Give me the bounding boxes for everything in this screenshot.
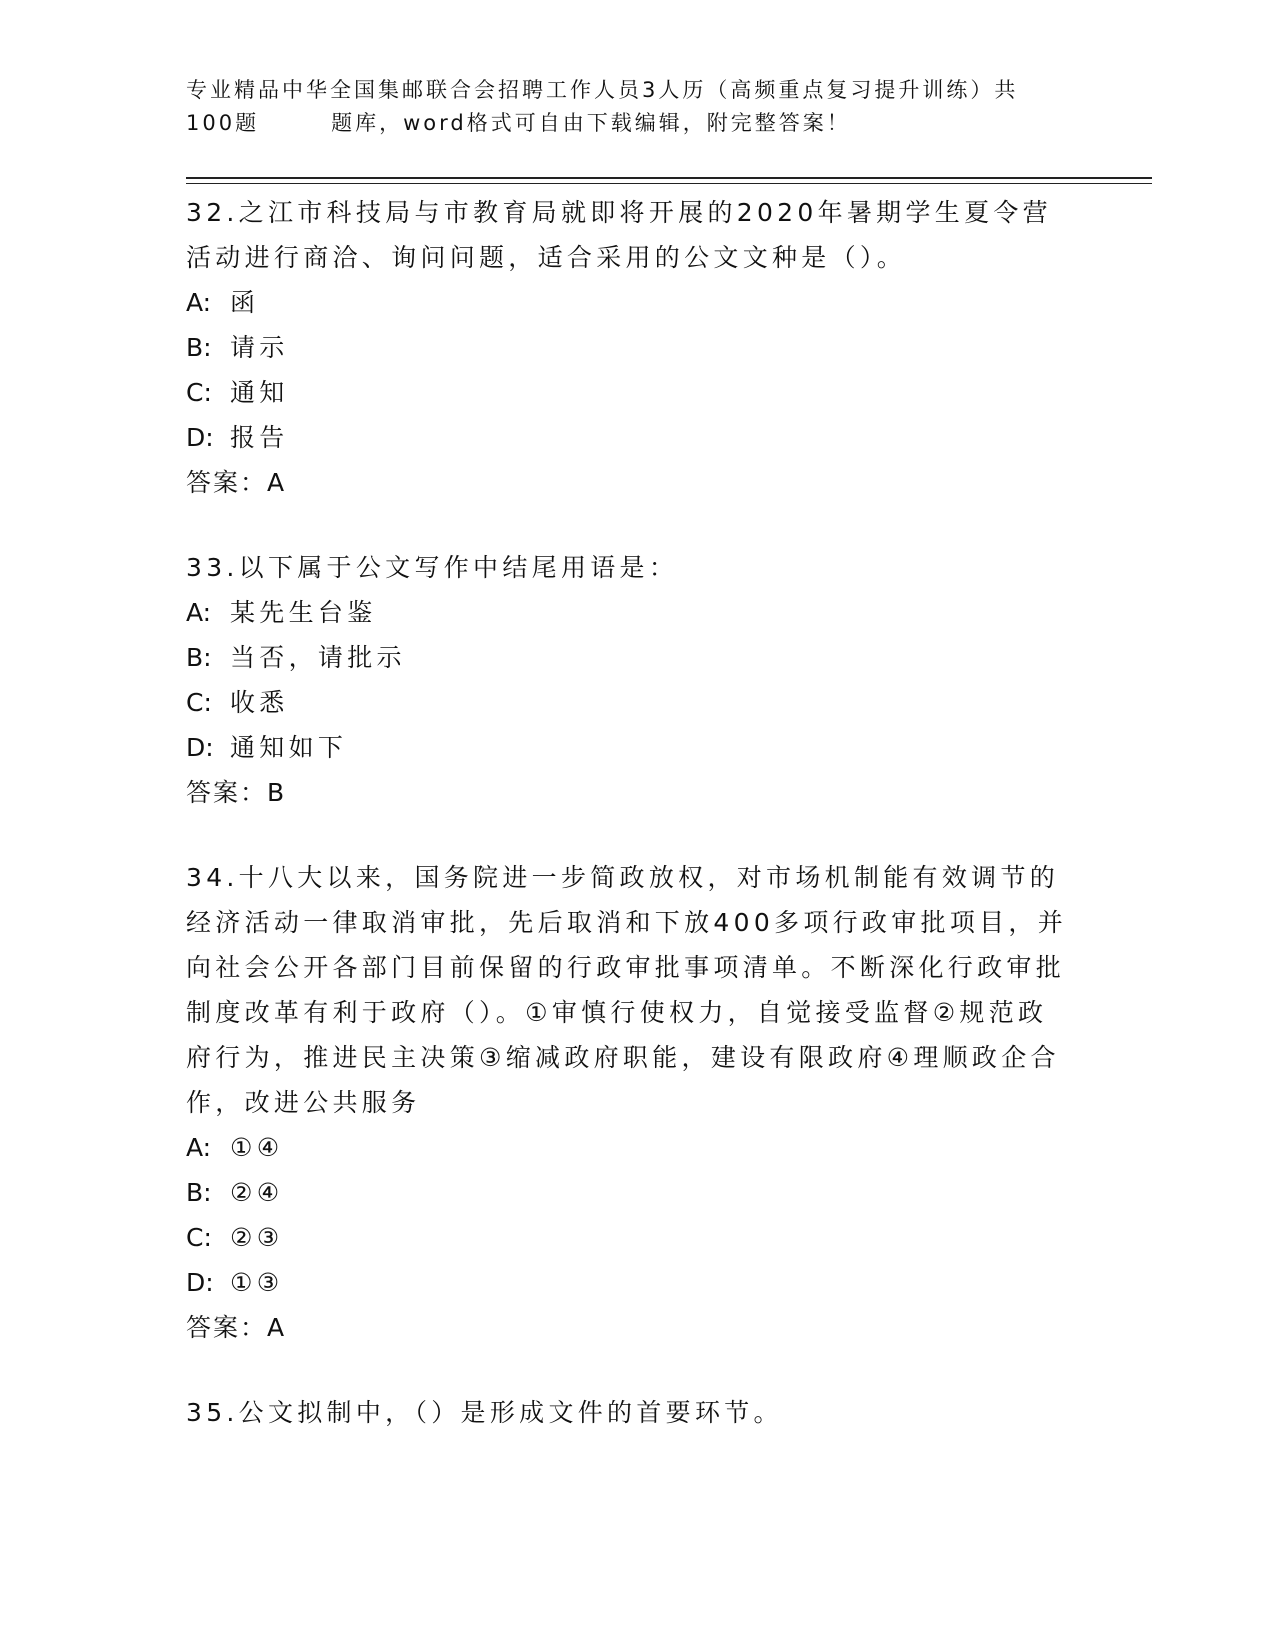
option-text: 收悉 — [230, 688, 289, 717]
option-d — [186, 1260, 1076, 1305]
question-32 — [186, 190, 1076, 505]
question-35 — [186, 1390, 1076, 1435]
option-text: 通知 — [230, 378, 289, 407]
option-key: A: — [186, 288, 212, 317]
option-key: D: — [186, 423, 214, 452]
option-text: ②④ — [230, 1178, 284, 1207]
option-b — [186, 635, 1076, 680]
option-key: C: — [186, 688, 212, 717]
header-divider-thin — [186, 183, 1152, 184]
option-d — [186, 415, 1076, 460]
option-text: 请示 — [230, 333, 289, 362]
answer: 答案：A — [186, 468, 287, 497]
question-list — [186, 190, 1076, 1475]
document-header — [186, 74, 1066, 140]
option-key: A: — [186, 1133, 212, 1162]
header-count: 100题 — [186, 111, 260, 135]
option-text: 某先生台鉴 — [230, 598, 377, 627]
option-text: 函 — [230, 288, 260, 317]
option-b — [186, 325, 1076, 370]
option-c — [186, 370, 1076, 415]
option-key: B: — [186, 1178, 212, 1207]
option-text: ②③ — [230, 1223, 284, 1252]
answer: 答案：B — [186, 778, 287, 807]
option-key: D: — [186, 1268, 214, 1297]
question-text: 32.之江市科技局与市教育局就即将开展的2020年暑期学生夏令营活动进行商洽、询问问题，适合采用的公文文种是（）。 — [186, 198, 1052, 272]
option-key: B: — [186, 333, 212, 362]
option-d — [186, 725, 1076, 770]
option-c — [186, 1215, 1076, 1260]
answer: 答案：A — [186, 1313, 287, 1342]
question-text: 33.以下属于公文写作中结尾用语是： — [186, 553, 679, 582]
question-33 — [186, 545, 1076, 815]
option-b — [186, 1170, 1076, 1215]
header-line-1: 专业精品中华全国集邮联合会招聘工作人员3人历（高频重点复习提升训练）共 — [186, 78, 1019, 102]
question-34 — [186, 855, 1076, 1350]
header-divider-thick — [186, 177, 1152, 179]
option-text: ①④ — [230, 1133, 284, 1162]
option-text: ①③ — [230, 1268, 284, 1297]
option-a — [186, 280, 1076, 325]
header-note: 题库，word格式可自由下载编辑，附完整答案！ — [331, 111, 851, 135]
option-key: B: — [186, 643, 212, 672]
option-text: 通知如下 — [230, 733, 348, 762]
option-text: 报告 — [230, 423, 289, 452]
header-line-2 — [186, 107, 1066, 140]
option-a — [186, 590, 1076, 635]
option-key: C: — [186, 378, 212, 407]
option-a — [186, 1125, 1076, 1170]
option-text: 当否，请批示 — [230, 643, 406, 672]
question-text: 35.公文拟制中，（）是形成文件的首要环节。 — [186, 1398, 783, 1427]
question-text: 34.十八大以来，国务院进一步简政放权，对市场机制能有效调节的经济活动一律取消审批，先后取消和下放400多项行政审批项目，并向社会公开各部门目前保留的行政审批事项清单。不断深化行政审批制度改革有利于政府（）。①审慎行使权力，自觉接受监督②规范政府行为，推进民主决策③缩减政府职能，建设有限政府④理顺政企合作，改进公共服务 — [186, 863, 1068, 1117]
option-key: A: — [186, 598, 212, 627]
option-c — [186, 680, 1076, 725]
option-key: D: — [186, 733, 214, 762]
option-key: C: — [186, 1223, 212, 1252]
